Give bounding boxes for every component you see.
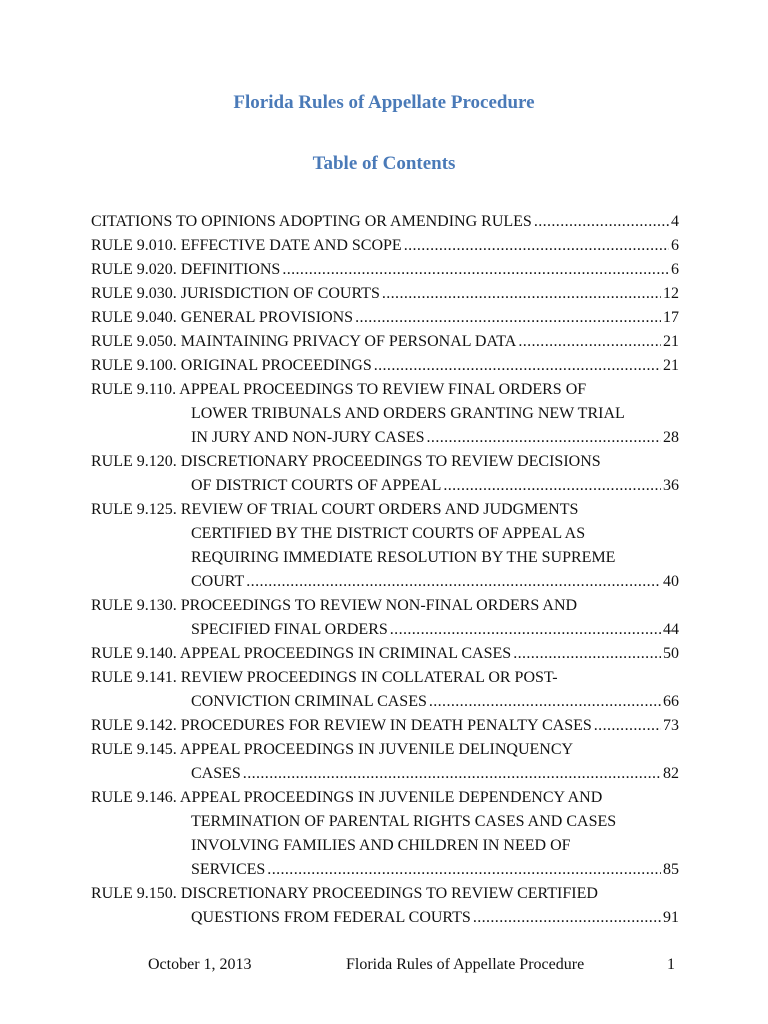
toc-page-number: 50 [663,645,679,662]
toc-page-number: 28 [663,429,679,446]
toc-entry-line [91,762,679,786]
toc-dot-leader [265,858,661,882]
toc-page-number: 17 [663,309,679,326]
toc-entry[interactable] [91,354,679,378]
toc-entry-line [91,690,679,714]
toc-page-number: 12 [663,285,679,302]
table-of-contents-heading: Table of Contents [312,153,456,174]
toc-dot-leader [516,330,661,354]
toc-entry-line [91,258,679,282]
toc-entry-text: TERMINATION OF PARENTAL RIGHTS CASES AND CASES [191,813,617,830]
toc-entry-text: OF DISTRICT COURTS OF APPEAL [191,477,442,494]
toc-dot-leader [241,762,661,786]
toc-entry-text: RULE 9.145. APPEAL PROCEEDINGS IN JUVENILE DELINQUENCY [91,741,574,758]
toc-page-number: 91 [663,909,679,926]
toc-entry-line [91,378,679,402]
toc-entry-text: CONVICTION CRIMINAL CASES [191,693,427,710]
toc-entry-text: RULE 9.146. APPEAL PROCEEDINGS IN JUVENILE DEPENDENCY AND [91,789,603,806]
toc-entry[interactable] [91,378,679,450]
toc-entry-text: RULE 9.150. DISCRETIONARY PROCEEDINGS TO REVIEW CERTIFIED [91,885,598,902]
toc-page-number: 36 [663,477,679,494]
toc-entry-text: CERTIFIED BY THE DISTRICT COURTS OF APPEAL AS [191,525,586,542]
toc-page-number: 6 [671,261,679,278]
toc-dot-leader [441,474,661,498]
toc-entry-text: RULE 9.141. REVIEW PROCEEDINGS IN COLLATERAL OR POST- [91,669,558,686]
toc-entry[interactable] [91,498,679,594]
document-title: Florida Rules of Appellate Procedure [233,92,535,113]
toc-entry-text: RULE 9.140. APPEAL PROCEEDINGS IN CRIMINAL CASES [91,645,512,662]
toc-entry[interactable] [91,786,679,882]
toc-entry-text: COURT [191,573,245,590]
toc-page-number: 40 [663,573,679,590]
toc-entry-line [91,714,679,738]
toc-entry-text: RULE 9.142. PROCEDURES FOR REVIEW IN DEATH PENALTY CASES [91,717,592,734]
toc-entry-line [91,786,679,810]
toc-page-number: 21 [663,357,679,374]
toc-dot-leader [280,258,669,282]
toc-dot-leader [592,714,661,738]
toc-dot-leader [388,618,661,642]
toc-page-number: 73 [663,717,679,734]
toc-entry[interactable] [91,306,679,330]
toc-dot-leader [511,642,661,666]
toc-entry-text: RULE 9.130. PROCEEDINGS TO REVIEW NON-FINAL ORDERS AND [91,597,578,614]
toc-entry-line [91,594,679,618]
toc-entry[interactable] [91,642,679,666]
toc-entry[interactable] [91,450,679,498]
toc-dot-leader [372,354,661,378]
toc-entry-line [91,834,679,858]
toc-entry-line [91,474,679,498]
toc-dot-leader [425,426,661,450]
toc-dot-leader [353,306,661,330]
toc-entry-line [91,330,679,354]
toc-entry[interactable] [91,714,679,738]
toc-page-number: 82 [663,765,679,782]
footer-date: October 1, 2013 [148,956,252,973]
toc-entry-line [91,666,679,690]
toc-entry-text: RULE 9.040. GENERAL PROVISIONS [91,309,354,326]
toc-entry-line [91,642,679,666]
table-of-contents [91,210,679,930]
toc-page-number: 21 [663,333,679,350]
toc-entry[interactable] [91,234,679,258]
toc-entry-line [91,282,679,306]
toc-entry-line [91,906,679,930]
footer-page-number: 1 [667,956,675,973]
toc-entry-line [91,882,679,906]
footer-title: Florida Rules of Appellate Procedure [346,956,585,973]
toc-entry-text: RULE 9.010. EFFECTIVE DATE AND SCOPE [91,237,402,254]
toc-entry-text: QUESTIONS FROM FEDERAL COURTS [191,909,471,926]
toc-entry-text: LOWER TRIBUNALS AND ORDERS GRANTING NEW TRIAL [191,405,625,422]
toc-page-number: 4 [671,213,679,230]
toc-dot-leader [471,906,661,930]
toc-entry-text: RULE 9.020. DEFINITIONS [91,261,281,278]
toc-dot-leader [532,210,669,234]
toc-entry-text: RULE 9.110. APPEAL PROCEEDINGS TO REVIEW FINAL ORDERS OF [91,381,587,398]
toc-entry-line [91,234,679,258]
toc-entry-text: SPECIFIED FINAL ORDERS [191,621,388,638]
toc-entry[interactable] [91,882,679,930]
toc-entry-line [91,738,679,762]
toc-entry-text: RULE 9.125. REVIEW OF TRIAL COURT ORDERS AND JUDGMENTS [91,501,579,518]
toc-entry-text: RULE 9.050. MAINTAINING PRIVACY OF PERSONAL DATA [91,333,517,350]
toc-entry-line [91,402,679,426]
toc-entry-text: SERVICES [191,861,266,878]
toc-entry[interactable] [91,738,679,786]
toc-entry-text: CASES [191,765,241,782]
toc-entry[interactable] [91,258,679,282]
toc-entry[interactable] [91,330,679,354]
toc-entry-text: INVOLVING FAMILIES AND CHILDREN IN NEED OF [191,837,571,854]
toc-page-number: 66 [663,693,679,710]
toc-entry-line [91,354,679,378]
toc-dot-leader [402,234,669,258]
toc-entry-line [91,858,679,882]
toc-page-number: 44 [663,621,679,638]
toc-entry-text: IN JURY AND NON-JURY CASES [191,429,425,446]
toc-entry-line [91,618,679,642]
toc-entry-text: REQUIRING IMMEDIATE RESOLUTION BY THE SUPREME [191,549,616,566]
toc-entry-line [91,810,679,834]
toc-page-number: 85 [663,861,679,878]
toc-entry-line [91,522,679,546]
toc-entry-line [91,450,679,474]
toc-entry-line [91,306,679,330]
toc-page-number: 6 [671,237,679,254]
toc-entry-text: RULE 9.100. ORIGINAL PROCEEDINGS [91,357,372,374]
toc-dot-leader [380,282,661,306]
toc-dot-leader [427,690,661,714]
toc-entry[interactable] [91,594,679,642]
toc-entry-text: RULE 9.120. DISCRETIONARY PROCEEDINGS TO REVIEW DECISIONS [91,453,601,470]
toc-entry-line [91,210,679,234]
toc-entry[interactable] [91,666,679,714]
toc-dot-leader [244,570,661,594]
toc-entry-line [91,426,679,450]
toc-entry-line [91,546,679,570]
toc-entry-line [91,498,679,522]
toc-entry[interactable] [91,282,679,306]
toc-entry-text: CITATIONS TO OPINIONS ADOPTING OR AMENDING RULES [91,213,532,230]
toc-entry[interactable] [91,210,679,234]
toc-entry-text: RULE 9.030. JURISDICTION OF COURTS [91,285,380,302]
toc-entry-line [91,570,679,594]
